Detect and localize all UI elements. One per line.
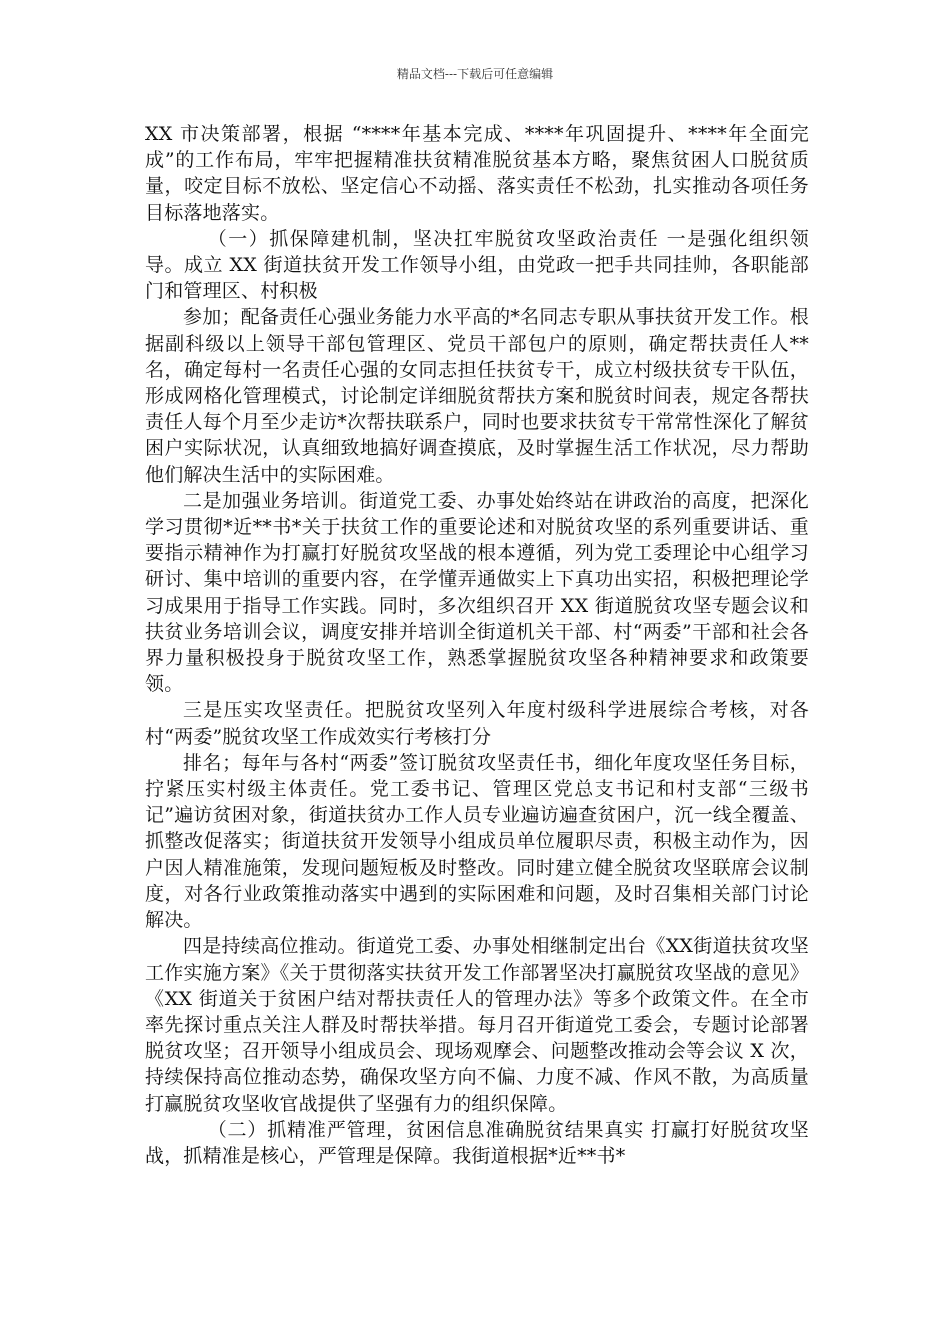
paragraph-training: 二是加强业务培训。街道党工委、办事处始终站在讲政治的高度，把深化学习贯彻*近**书*关于扶贫工作的重要论述和对脱贫攻坚的系列重要讲话、重要指示精神作为打赢打好脱贫攻坚战的根本遵循，列为党工委理论中心组学习研讨、集中培训的重要内容，在学懂弄通做实上下真功出实招，积极把理论学习成果用于指导工作实践。同时，多次组织召开 XX 街道脱贫攻坚专题会议和扶贫业务培训会议，调度安排并培训全街道机关干部、村“两委”干部和社会各界力量积极投身于脱贫攻坚工作，熟悉掌握脱贫攻坚各种精神要求和政策要领。	[145, 489, 809, 696]
paragraph-section-two-heading: （二）抓精准严管理，贫困信息准确脱贫结果真实 打赢打好脱贫攻坚战，抓精准是核心，严管理是保障。我街道根据*近**书*	[145, 1118, 809, 1167]
document-body	[145, 121, 809, 1169]
paragraph-promotion: 四是持续高位推动。街道党工委、办事处相继制定出台《XX街道扶贫攻坚工作实施方案》《关于贯彻落实扶贫开发工作部署坚决打赢脱贫攻坚战的意见》《XX 街道关于贫困户结对帮扶责任人的管理办法》等多个政策文件。在全市率先探讨重点关注人群及时帮扶举措。每月召开街道党工委会，专题讨论部署脱贫攻坚；召开领导小组成员会、现场观摩会、问题整改推动会等会议 X 次，持续保持高位推动态势，确保攻坚方向不偏、力度不减、作风不散，为高质量打赢脱贫攻坚收官战提供了坚强有力的组织保障。	[145, 935, 809, 1115]
paragraph-responsibility: 三是压实攻坚责任。把脱贫攻坚列入年度村级科学进展综合考核，对各村“两委”脱贫攻坚工作成效实行考核打分	[145, 699, 809, 748]
paragraph-section-one-heading: （一）抓保障建机制，坚决扛牢脱贫攻坚政治责任 一是强化组织领导。成立 XX 街道扶贫开发工作领导小组，由党政一把手共同挂帅，各职能部门和管理区、村积极	[145, 227, 809, 303]
paragraph-participation: 参加；配备责任心强业务能力水平高的*名同志专职从事扶贫开发工作。根据副科级以上领导干部包管理区、党员干部包户的原则，确定帮扶责任人**名，确定每村一名责任心强的女同志担任扶贫专干，成立村级扶贫专干队伍，形成网格化管理模式，讨论制定详细脱贫帮扶方案和脱贫时间表，规定各帮扶责任人每个月至少走访*次帮扶联系户，同时也要求扶贫专干常常性深化了解贫困户实际状况，认真细致地搞好调查摸底，及时掌握生活工作状况，尽力帮助他们解决生活中的实际困难。	[145, 306, 809, 486]
page-header: 精品文档---下载后可任意编辑	[396, 67, 554, 81]
paragraph-ranking: 排名；每年与各村“两委”签订脱贫攻坚责任书，细化年度攻坚任务目标，拧紧压实村级主体责任。党工委书记、管理区党总支书记和村支部“三级书记”遍访贫困对象，街道扶贫办工作人员专业遍访遍查贫困户，沉一线全覆盖、抓整改促落实；街道扶贫开发领导小组成员单位履职尽责，积极主动作为，因户因人精准施策，发现问题短板及时整改。同时建立健全脱贫攻坚联席会议制度，对各行业政策推动落实中遇到的实际困难和问题，及时召集相关部门讨论解决。	[145, 751, 809, 932]
paragraph-intro: XX 市决策部署，根据 “****年基本完成、****年巩固提升、****年全面完成”的工作布局，牢牢把握精准扶贫精准脱贫基本方略，聚焦贫困人口脱贫质量，咬定目标不放松、坚定信心不动摇、落实责任不松劲，扎实推动各项任务目标落地落实。	[145, 123, 809, 224]
